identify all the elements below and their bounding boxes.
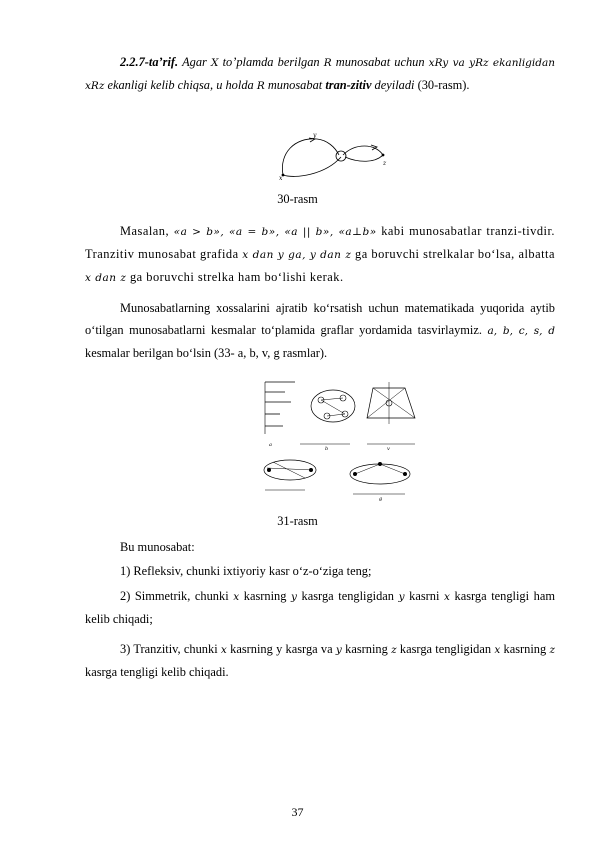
label-z: z (383, 160, 387, 167)
figure-30-caption: 30-rasm (277, 192, 318, 206)
property-symmetric: 2) Simmetrik, chunki x kasrning y kasrga tengligidan y kasrni x kasrga tengligi ham kelib chiqadi; (85, 589, 555, 626)
figure-31a (265, 382, 295, 448)
page-number: 37 (291, 805, 304, 819)
segments-paragraph: Munosabatlarning xossalarini ajratib ko‘rsatish uchun matematikada yuqorida aytib o‘tilgan munosabatlarni kesmalar to‘plamida graflar yordamida tasvirlaymiz. a, b, c, s, d kesmalar berilgan bo‘lsin (33- a, b, v, g rasmlar). (85, 301, 555, 360)
figure-31-caption: 31-rasm (277, 514, 318, 528)
path-x-z: x dan z (85, 272, 127, 284)
svg-text:a: a (269, 442, 272, 448)
relation-intro: Bu munosabat: (120, 540, 195, 554)
svg-text:b: b (325, 446, 329, 452)
property-transitive: 3) Tranzitiv, chunki x kasrning y kasrga va y kasrning z kasrga tengligidan x kasrning z kasrga tengligi kelib chiqadi. (85, 642, 556, 679)
figure-30-graph (275, 133, 390, 181)
arc-y-to-z (343, 146, 383, 161)
definition-heading: 2.2.7-ta’rif. (120, 55, 179, 69)
node-y (336, 151, 346, 161)
label-x: x (279, 175, 283, 181)
relation-r-symbol-2: R (256, 79, 265, 92)
example-paragraph: Masalan, «a > b», «a = b», «a || b», «a⊥b» kabi munosabatlar tranzi-tivdir. Tranzitiv munosabat grafida x dan y ga, y dan z ga boruvchi strelkalar bo‘lsa, albatta x dan z ga boruvchi strelka ham bo‘lishi kerak. (85, 224, 556, 284)
figure-31v (367, 382, 415, 452)
definition-paragraph: 2.2.7-ta’rif. Agar X to’plamda berilgan R munosabat uchun xRy va yRz ekanligidan xRz ekanligi kelib chiqsa, u holda R munosabat tran-zitiv deyiladi (30-rasm). (85, 55, 555, 92)
label-y: y (313, 133, 317, 139)
figure-31g (264, 460, 410, 502)
set-x-symbol: X (210, 57, 219, 69)
segments-set: a, b, c, s, d (487, 325, 555, 337)
relation-r-symbol: R (323, 57, 332, 69)
example-relations: «a > b», «a = b», «a || b», «a⊥b» (173, 226, 377, 238)
transitivity-condition: xRy va yRz ekanligidan xRz (85, 57, 555, 92)
arc-x-to-z (283, 157, 341, 176)
svg-text:g: g (379, 496, 383, 502)
path-x-y-z: x dan y ga, y dan z (242, 249, 352, 261)
figure-31-graphs (255, 378, 425, 503)
svg-text:v: v (387, 446, 390, 452)
figure-31b (300, 390, 355, 452)
arc-x-to-y (282, 139, 339, 175)
node-z (382, 154, 385, 157)
term-tranzitiv: tran-zitiv (325, 77, 372, 92)
property-reflexive: 1) Refleksiv, chunki ixtiyoriy kasr o‘z-o‘ziga teng; (120, 564, 372, 578)
